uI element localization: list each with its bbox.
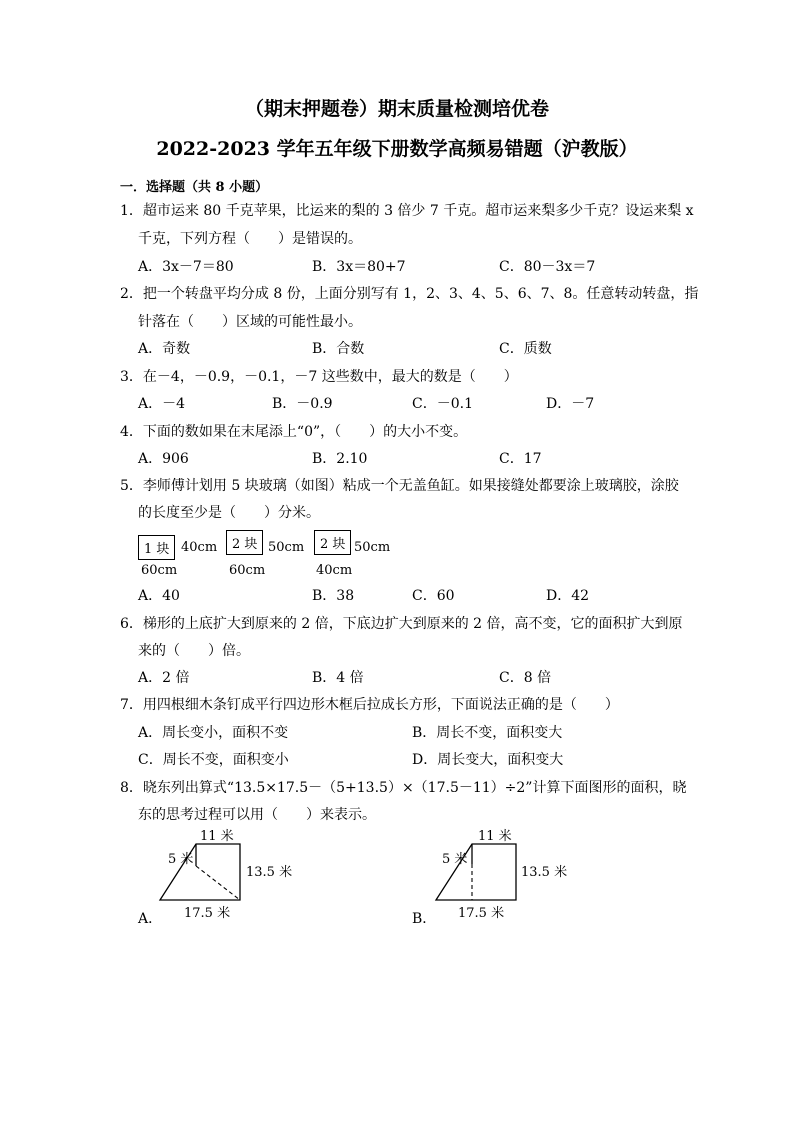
q7-option-d[interactable]: D．周长变大，面积变大 xyxy=(412,752,564,768)
q2-line2: 针落在（ ）区域的可能性最小。 xyxy=(138,314,362,330)
q5-line2: 的长度至少是（ ）分米。 xyxy=(138,505,320,521)
glass-piece-1-side: 40cm xyxy=(181,540,218,555)
q3-line1: 3．在－4，－0.9，－0.1，－7 这些数中，最大的数是（ ） xyxy=(120,369,518,385)
q1-option-c[interactable]: C．80－3x＝7 xyxy=(499,259,596,275)
q7-option-a[interactable]: A．周长变小，面积不变 xyxy=(138,725,289,741)
q6-option-c[interactable]: C．8 倍 xyxy=(499,670,552,686)
q6-line1: 6．梯形的上底扩大到原来的 2 倍，下底边扩大到原来的 2 倍，高不变，它的面积扩大到原 xyxy=(120,616,683,632)
q1-line2: 千克，下列方程（ ）是错误的。 xyxy=(138,231,362,247)
q4-option-a[interactable]: A．906 xyxy=(138,451,189,467)
q7-line1: 7．用四根细木条钉成平行四边形木框后拉成长方形，下面说法正确的是（ ） xyxy=(120,697,619,713)
figure-a-right-label: 13.5 米 xyxy=(246,865,293,880)
q3-option-c[interactable]: C．－0.1 xyxy=(412,396,473,412)
q7-option-b[interactable]: B．周长不变，面积变大 xyxy=(412,725,563,741)
q3-option-d[interactable]: D．－7 xyxy=(546,396,595,412)
q1-line1: 1．超市运来 80 千克苹果，比运来的梨的 3 倍少 7 千克。超市运来梨多少千克？设运来梨 x xyxy=(120,203,694,219)
glass-piece-3: 2 块 xyxy=(314,530,351,555)
q1-option-a[interactable]: A．3x－7＝80 xyxy=(138,259,234,275)
q6-line2: 来的（ ）倍。 xyxy=(138,643,250,659)
section-heading: 一．选择题（共 8 小题） xyxy=(120,180,269,195)
figure-b-top-label: 11 米 xyxy=(478,829,512,844)
figure-b-right-label: 13.5 米 xyxy=(521,865,568,880)
glass-piece-2-bottom: 60cm xyxy=(229,563,266,578)
q5-option-b[interactable]: B．38 xyxy=(312,588,355,604)
figure-b-bottom-label: 17.5 米 xyxy=(458,906,505,921)
q4-option-c[interactable]: C．17 xyxy=(499,451,542,467)
glass-piece-2: 2 块 xyxy=(226,530,263,555)
q4-option-b[interactable]: B．2.10 xyxy=(312,451,368,467)
glass-piece-3-bottom: 40cm xyxy=(316,563,353,578)
q1-option-b[interactable]: B．3x＝80+7 xyxy=(312,259,406,275)
glass-piece-3-side: 50cm xyxy=(354,540,391,555)
figure-a-left-label: 5 米 xyxy=(168,852,194,867)
glass-piece-2-side: 50cm xyxy=(268,540,305,555)
figure-a-top-label: 11 米 xyxy=(200,829,234,844)
q5-option-a[interactable]: A．40 xyxy=(138,588,180,604)
glass-piece-1-bottom: 60cm xyxy=(141,563,178,578)
q7-option-c[interactable]: C．周长不变，面积变小 xyxy=(138,752,289,768)
q8-option-a-label[interactable]: A． xyxy=(138,911,163,927)
q6-option-b[interactable]: B．4 倍 xyxy=(312,670,364,686)
q2-option-c[interactable]: C．质数 xyxy=(499,341,552,357)
q8-option-b-label[interactable]: B． xyxy=(412,911,437,927)
q5-line1: 5．李师傅计划用 5 块玻璃（如图）粘成一个无盖鱼缸。如果接缝处都要涂上玻璃胶，涂胶 xyxy=(120,478,679,494)
figure-a-bottom-label: 17.5 米 xyxy=(184,906,231,921)
q6-option-a[interactable]: A．2 倍 xyxy=(138,670,190,686)
figure-a-dashed-line xyxy=(196,866,240,900)
q2-line1: 2．把一个转盘平均分成 8 份，上面分别写有 1，2、3、4、5、6、7、8。任意转动转盘，指 xyxy=(120,286,699,302)
page-subtitle: 2022-2023 学年五年级下册数学高频易错题（沪教版） xyxy=(156,138,638,160)
q8-figure-a xyxy=(150,822,320,932)
figure-b-left-label: 5 米 xyxy=(442,852,468,867)
q5-option-c[interactable]: C．60 xyxy=(412,588,455,604)
q3-option-b[interactable]: B．－0.9 xyxy=(272,396,333,412)
q8-line2: 东的思考过程可以用（ ）来表示。 xyxy=(138,807,376,823)
q2-option-a[interactable]: A．奇数 xyxy=(138,341,191,357)
page-title: （期末押题卷）期末质量检测培优卷 xyxy=(244,98,549,120)
glass-piece-1: 1 块 xyxy=(138,535,175,560)
q5-option-d[interactable]: D．42 xyxy=(546,588,590,604)
q3-option-a[interactable]: A．－4 xyxy=(138,396,186,412)
q2-option-b[interactable]: B．合数 xyxy=(312,341,365,357)
q8-figure-b xyxy=(428,822,598,932)
q8-line1: 8．晓东列出算式“13.5×17.5－（5+13.5）×（17.5－11）÷2”计算下面图形的面积，晓 xyxy=(120,780,687,796)
q4-line1: 4．下面的数如果在末尾添上“0”，（ ）的大小不变。 xyxy=(120,424,468,440)
